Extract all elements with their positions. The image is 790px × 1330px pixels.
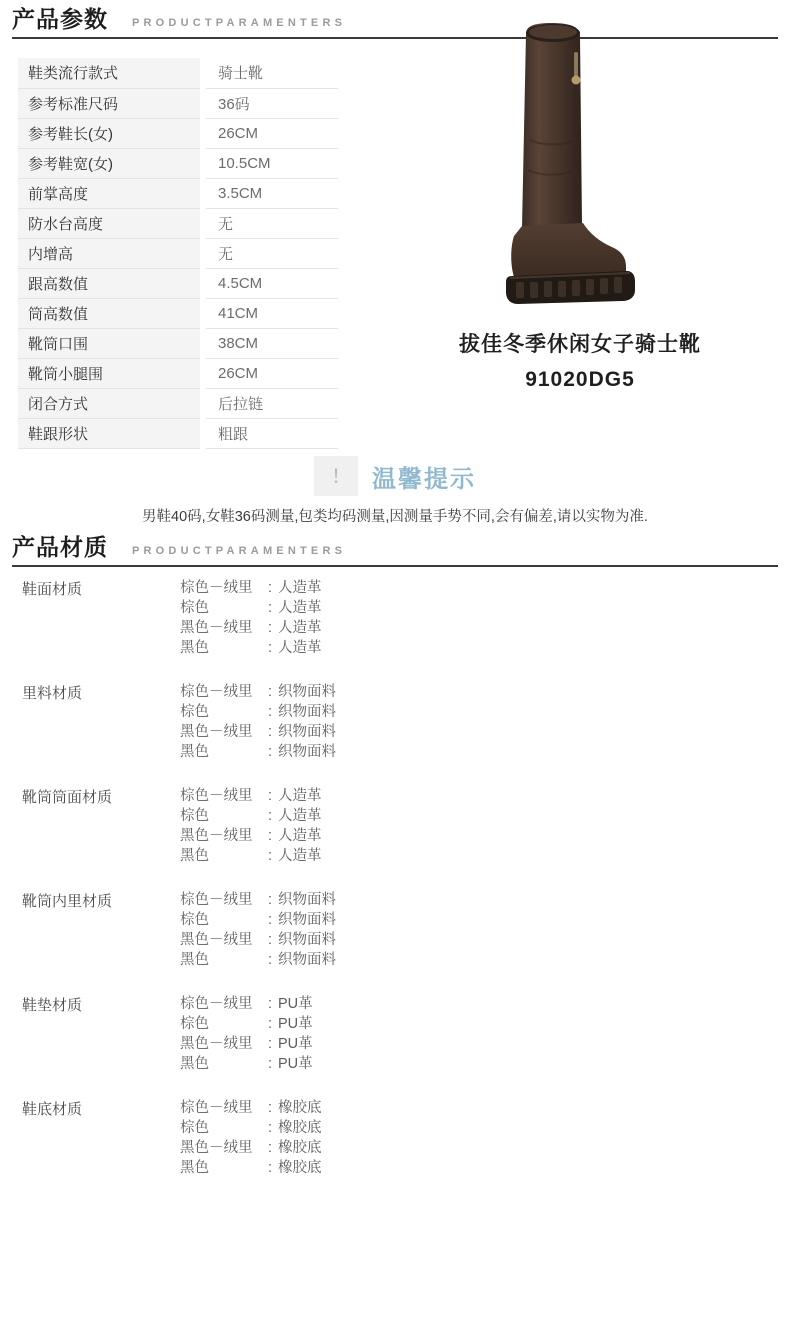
- material-color: 棕色: [180, 704, 209, 720]
- boot-icon: [430, 20, 730, 315]
- section-title-material-en: PRODUCTPARAMENTERS: [132, 545, 347, 557]
- spec-table: [18, 58, 338, 449]
- material-line: [180, 806, 322, 826]
- section-title-params-en: PRODUCTPARAMENTERS: [132, 17, 347, 29]
- material-value: PU革: [278, 996, 313, 1012]
- list-item: [0, 578, 790, 658]
- spec-value: 后拉链: [203, 388, 338, 418]
- material-colon: :: [268, 1036, 273, 1052]
- material-line: [180, 682, 336, 702]
- list-item: [0, 890, 790, 970]
- table-row: [18, 358, 338, 388]
- material-line: [180, 826, 322, 846]
- table-row: [18, 148, 338, 178]
- material-colon: :: [268, 704, 273, 720]
- boot-illustration: [430, 20, 730, 315]
- material-colon: :: [268, 1056, 273, 1072]
- material-colon: :: [268, 952, 273, 968]
- material-colon: :: [268, 600, 273, 616]
- material-value: 织物面料: [278, 952, 336, 968]
- material-value: 织物面料: [278, 932, 336, 948]
- material-value: 人造革: [278, 600, 322, 616]
- spec-key: 前掌高度: [18, 178, 203, 208]
- material-list: [0, 578, 790, 1202]
- list-item: [0, 1098, 790, 1178]
- material-colon: :: [268, 1100, 273, 1116]
- material-color: 棕色－绒里: [180, 788, 253, 804]
- spec-value: 粗跟: [203, 418, 338, 448]
- material-color: 黑色－绒里: [180, 724, 253, 740]
- material-colon: :: [268, 744, 273, 760]
- spec-key: 鞋类流行款式: [18, 58, 203, 88]
- material-value: 人造革: [278, 788, 322, 804]
- material-colon: :: [268, 996, 273, 1012]
- material-value: PU革: [278, 1056, 313, 1072]
- material-colon: :: [268, 640, 273, 656]
- material-color: 棕色: [180, 1016, 209, 1032]
- spec-key: 鞋跟形状: [18, 418, 203, 448]
- material-colon: :: [268, 1160, 273, 1176]
- material-color: 黑色: [180, 848, 209, 864]
- material-color: 黑色: [180, 1160, 209, 1176]
- material-line: [180, 618, 322, 638]
- material-color: 黑色－绒里: [180, 620, 253, 636]
- material-name: 鞋底材质: [22, 1101, 83, 1118]
- material-colon: :: [268, 580, 273, 596]
- material-color: 黑色: [180, 952, 209, 968]
- spec-key: 参考标准尺码: [18, 88, 203, 118]
- material-colon: :: [268, 828, 273, 844]
- material-colon: :: [268, 848, 273, 864]
- spec-key: 参考鞋宽(女): [18, 148, 203, 178]
- material-line: [180, 1138, 322, 1158]
- material-line: [180, 930, 336, 950]
- spec-value: 骑士靴: [203, 58, 338, 88]
- table-row: [18, 118, 338, 148]
- table-row: [18, 58, 338, 88]
- material-color: 棕色: [180, 808, 209, 824]
- material-color: 黑色－绒里: [180, 1036, 253, 1052]
- material-line: [180, 1034, 313, 1054]
- table-row: [18, 238, 338, 268]
- material-line: [180, 598, 322, 618]
- exclamation-icon: !: [314, 456, 358, 496]
- tips-header: [0, 455, 790, 497]
- material-colon: :: [268, 808, 273, 824]
- list-item: [0, 682, 790, 762]
- section-header-material: [12, 536, 778, 567]
- tips-text: 男鞋40码,女鞋36码测量,包类均码测量,因测量手势不同,会有偏差,请以实物为准.: [142, 509, 648, 525]
- material-color: 棕色: [180, 1120, 209, 1136]
- material-value: PU革: [278, 1036, 313, 1052]
- material-value: 人造革: [278, 828, 322, 844]
- material-value: 橡胶底: [278, 1100, 322, 1116]
- material-value: 人造革: [278, 640, 322, 656]
- material-value: 橡胶底: [278, 1160, 322, 1176]
- material-color: 棕色: [180, 912, 209, 928]
- list-item: [0, 786, 790, 866]
- material-color: 黑色－绒里: [180, 932, 253, 948]
- material-line: [180, 1014, 313, 1034]
- material-colon: :: [268, 1016, 273, 1032]
- spec-value: 10.5CM: [203, 148, 338, 178]
- material-values: [180, 994, 313, 1074]
- product-title: 拔佳冬季休闲女子骑士靴: [459, 333, 701, 356]
- material-color: 黑色－绒里: [180, 828, 253, 844]
- material-colon: :: [268, 892, 273, 908]
- material-value: 织物面料: [278, 912, 336, 928]
- material-value: 人造革: [278, 848, 322, 864]
- material-color: 棕色－绒里: [180, 996, 253, 1012]
- material-colon: :: [268, 620, 273, 636]
- material-color: 黑色－绒里: [180, 1140, 253, 1156]
- material-line: [180, 722, 336, 742]
- section-title-material-cn: 产品材质: [12, 534, 108, 560]
- material-line: [180, 1098, 322, 1118]
- material-line: [180, 1158, 322, 1178]
- material-value: 橡胶底: [278, 1140, 322, 1156]
- spec-key: 参考鞋长(女): [18, 118, 203, 148]
- spec-value: 无: [203, 208, 338, 238]
- material-values: [180, 1098, 322, 1178]
- material-value: 人造革: [278, 808, 322, 824]
- material-colon: :: [268, 932, 273, 948]
- product-code: 91020DG5: [525, 368, 635, 391]
- material-line: [180, 950, 336, 970]
- material-name: 靴筒筒面材质: [22, 789, 113, 806]
- material-name: 鞋面材质: [22, 581, 83, 598]
- spec-key: 闭合方式: [18, 388, 203, 418]
- spec-value: 26CM: [203, 118, 338, 148]
- material-color: 棕色－绒里: [180, 684, 253, 700]
- spec-value: 无: [203, 238, 338, 268]
- material-colon: :: [268, 788, 273, 804]
- material-color: 黑色: [180, 640, 209, 656]
- material-value: 人造革: [278, 620, 322, 636]
- material-value: 橡胶底: [278, 1120, 322, 1136]
- material-values: [180, 786, 322, 866]
- table-row: [18, 208, 338, 238]
- section-title-params-cn: 产品参数: [12, 6, 108, 32]
- material-line: [180, 910, 336, 930]
- spec-key: 筒高数值: [18, 298, 203, 328]
- material-name: 里料材质: [22, 685, 83, 702]
- table-row: [18, 298, 338, 328]
- material-value: 织物面料: [278, 724, 336, 740]
- spec-value: 4.5CM: [203, 268, 338, 298]
- material-name: 鞋垫材质: [22, 997, 83, 1014]
- material-values: [180, 682, 336, 762]
- spec-key: 跟高数值: [18, 268, 203, 298]
- spec-value: 41CM: [203, 298, 338, 328]
- material-name: 靴筒内里材质: [22, 893, 113, 910]
- table-row: [18, 268, 338, 298]
- material-value: 人造革: [278, 580, 322, 596]
- material-line: [180, 638, 322, 658]
- product-image: [390, 20, 770, 320]
- spec-key: 靴筒小腿围: [18, 358, 203, 388]
- material-value: 织物面料: [278, 744, 336, 760]
- material-value: 织物面料: [278, 892, 336, 908]
- table-row: [18, 388, 338, 418]
- material-color: 棕色－绒里: [180, 892, 253, 908]
- spec-value: 38CM: [203, 328, 338, 358]
- spec-value: 36码: [203, 88, 338, 118]
- material-values: [180, 578, 322, 658]
- material-color: 棕色: [180, 600, 209, 616]
- material-line: [180, 890, 336, 910]
- material-line: [180, 846, 322, 866]
- table-row: [18, 328, 338, 358]
- material-values: [180, 890, 336, 970]
- material-color: 黑色: [180, 1056, 209, 1072]
- table-row: [18, 418, 338, 448]
- material-value: 织物面料: [278, 704, 336, 720]
- material-line: [180, 994, 313, 1014]
- material-colon: :: [268, 684, 273, 700]
- spec-key: 防水台高度: [18, 208, 203, 238]
- material-color: 棕色－绒里: [180, 1100, 253, 1116]
- material-line: [180, 578, 322, 598]
- material-line: [180, 702, 336, 722]
- material-color: 黑色: [180, 744, 209, 760]
- list-item: [0, 994, 790, 1074]
- material-line: [180, 1054, 313, 1074]
- material-line: [180, 1118, 322, 1138]
- material-colon: :: [268, 912, 273, 928]
- spec-key: 内增高: [18, 238, 203, 268]
- material-colon: :: [268, 1120, 273, 1136]
- table-row: [18, 178, 338, 208]
- material-colon: :: [268, 724, 273, 740]
- tips-title: 温馨提示: [372, 465, 476, 493]
- material-line: [180, 742, 336, 762]
- material-colon: :: [268, 1140, 273, 1156]
- material-color: 棕色－绒里: [180, 580, 253, 596]
- material-value: 织物面料: [278, 684, 336, 700]
- material-line: [180, 786, 322, 806]
- spec-value: 3.5CM: [203, 178, 338, 208]
- material-value: PU革: [278, 1016, 313, 1032]
- spec-value: 26CM: [203, 358, 338, 388]
- table-row: [18, 88, 338, 118]
- spec-key: 靴筒口围: [18, 328, 203, 358]
